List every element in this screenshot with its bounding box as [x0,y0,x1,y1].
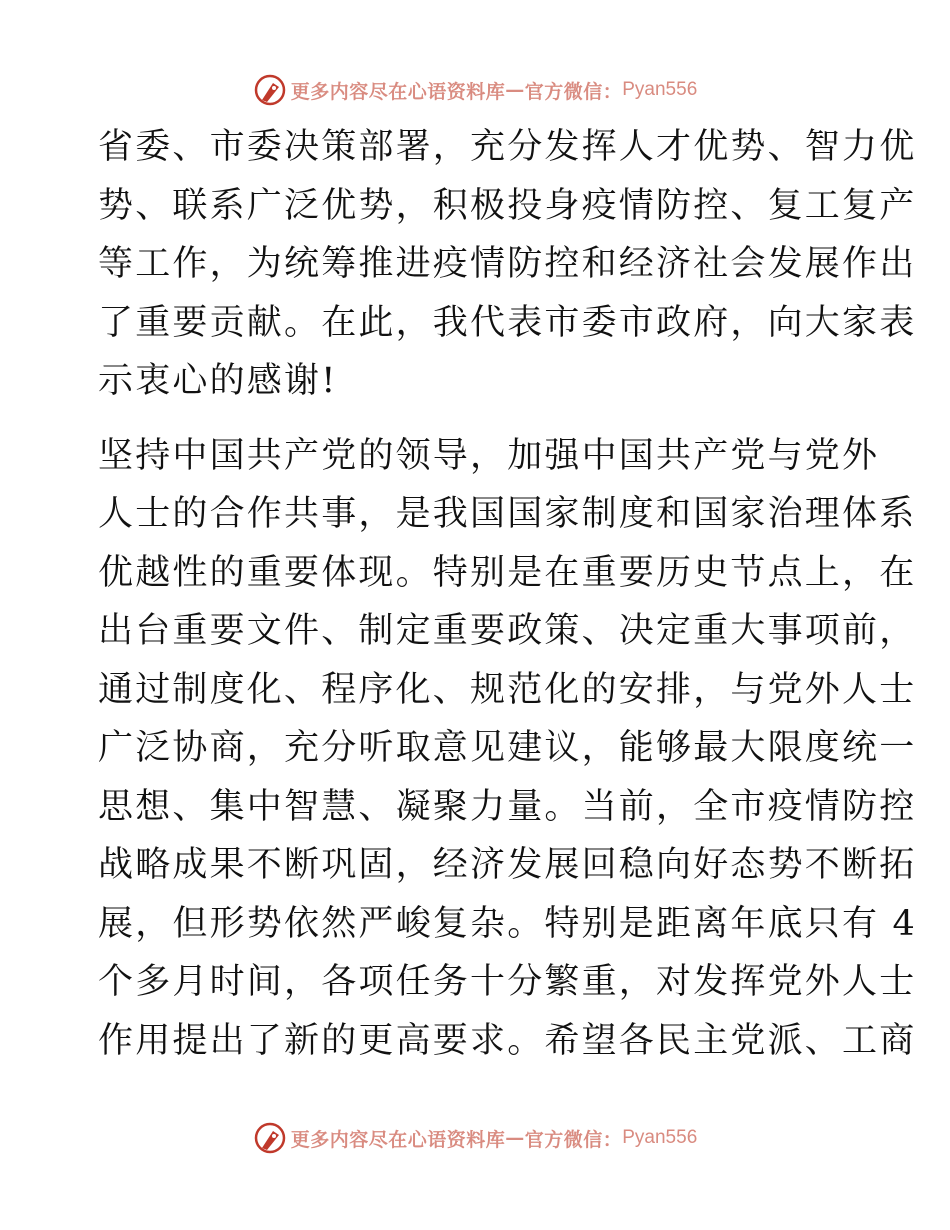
watermark-official-label: 官方微信： [524,80,623,103]
watermark-account: Pyan556 [622,79,698,100]
text-line: 个多月时间，各项任务十分繁重，对发挥党外人士 [98,962,917,1002]
text-line: 展，但形势依然严峻复杂。特别是距离年底只有 4 [98,903,917,944]
text-line: 省委、市委决策部署，充分发挥人才优势、智力优 [98,127,917,167]
document-body [98,118,917,1070]
pen-nib-logo-icon [253,73,287,107]
header-watermark [0,68,950,112]
text-line: 战略成果不断巩固，经济发展回稳向好态势不断拓 [98,845,917,885]
text-line: 作用提出了新的更高要求。希望各民主党派、工商 [98,1020,917,1061]
text-line: 人士的合作共事，是我国国家制度和国家治理体系 [98,494,917,534]
text-line: 思想、集中智慧、凝聚力量。当前，全市疫情防控 [98,786,917,827]
text-line: 广泛协商，充分听取意见建议，能够最大限度统一 [98,728,917,768]
text-line: 通过制度化、程序化、规范化的安排，与党外人士 [98,669,917,710]
paragraph-gap [98,411,858,427]
text-line: 等工作，为统筹推进疫情防控和经济社会发展作出 [98,244,917,284]
text-line: 优越性的重要体现。特别是在重要历史节点上，在 [98,552,917,593]
text-line: 示衷心的感谢! [98,361,338,401]
pen-nib-logo-icon [253,1121,287,1155]
paragraph-1 [98,118,917,411]
watermark-official-label: 官方微信： [524,1128,623,1151]
watermark-account: Pyan556 [622,1127,698,1148]
watermark-dash: — [505,79,525,101]
text-line: 势、联系广泛优势，积极投身疫情防控、复工复产 [98,185,917,226]
footer-watermark [0,1116,950,1160]
text-line: 了重要贡献。在此，我代表市委市政府，向大家表 [98,302,917,343]
watermark-main-text: 更多内容尽在心语资料库 [290,1128,506,1151]
watermark-dash: — [505,1127,525,1149]
paragraph-2 [98,427,917,1071]
watermark-main-text: 更多内容尽在心语资料库 [290,80,506,103]
text-line: 出台重要文件、制定重要政策、决定重大事项前， [98,611,917,651]
text-line: 坚持中国共产党的领导，加强中国共产党与党外 [98,435,880,476]
